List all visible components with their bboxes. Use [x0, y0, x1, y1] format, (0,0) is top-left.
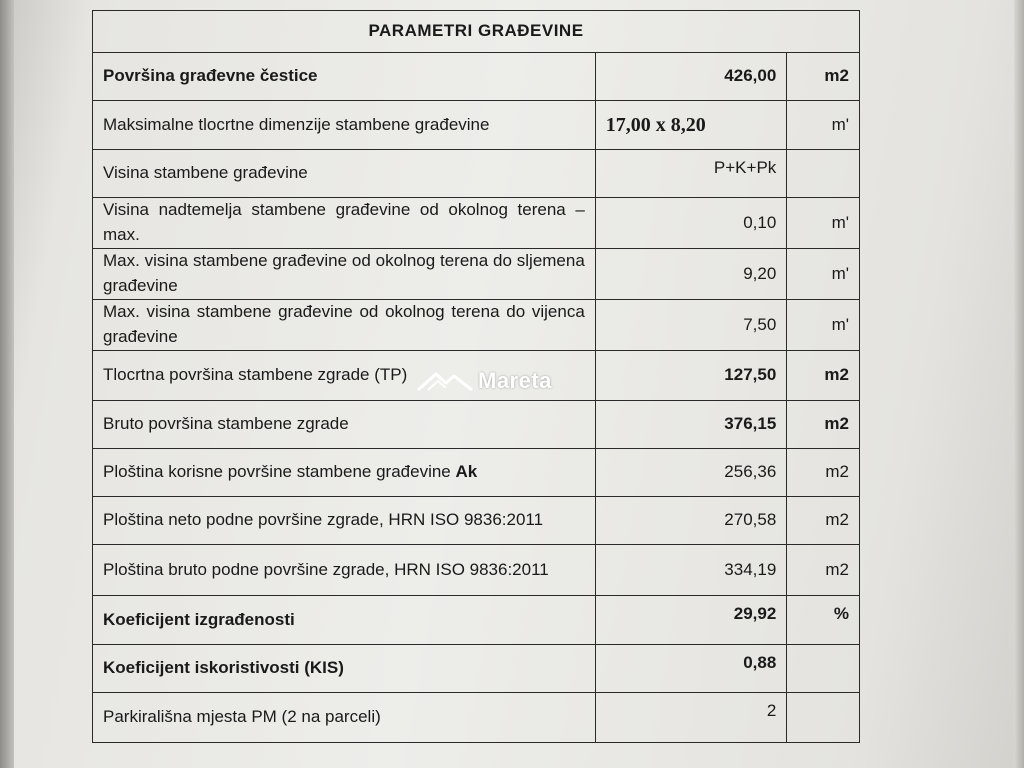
- row-unit: m2: [787, 449, 860, 497]
- table-row: [93, 249, 860, 300]
- row-unit: m': [787, 198, 860, 249]
- row-unit: m2: [787, 497, 860, 545]
- table-row: [93, 596, 860, 645]
- table-row: [93, 150, 860, 198]
- row-value: 9,20: [595, 249, 786, 300]
- row-label: Parkirališna mjesta PM (2 na parceli): [93, 693, 596, 743]
- row-value: 29,92: [595, 596, 786, 645]
- row-label: Koeficijent iskoristivosti (KIS): [93, 645, 596, 693]
- row-unit: %: [787, 596, 860, 645]
- row-unit: m': [787, 249, 860, 300]
- table-row: [93, 645, 860, 693]
- row-label: Ploština neto podne površine zgrade, HRN ISO 9836:2011: [93, 497, 596, 545]
- row-value: 0,88: [595, 645, 786, 693]
- table-header-row: [93, 11, 860, 53]
- row-unit: m': [787, 101, 860, 150]
- row-label: Ploština bruto podne površine zgrade, HRN ISO 9836:2011: [93, 545, 596, 596]
- row-value: 270,58: [595, 497, 786, 545]
- row-label-text: Ploština korisne površine stambene građevine: [103, 462, 451, 482]
- table-row: [93, 101, 860, 150]
- row-unit: m2: [787, 53, 860, 101]
- row-unit: m2: [787, 401, 860, 449]
- row-label: Visina stambene građevine: [93, 150, 596, 198]
- row-unit: [787, 645, 860, 693]
- row-label: Max. visina stambene građevine od okolnog terena do vijenca građevine: [93, 300, 596, 351]
- row-label: Tlocrtna površina stambene zgrade (TP): [93, 351, 596, 401]
- row-unit: m2: [787, 545, 860, 596]
- row-unit: m': [787, 300, 860, 351]
- row-unit: [787, 693, 860, 743]
- table-row: [93, 497, 860, 545]
- watermark-text: Mareta: [478, 368, 552, 393]
- row-label: Maksimalne tlocrtne dimenzije stambene građevine: [93, 101, 596, 150]
- table-row: [93, 449, 860, 497]
- row-value: 256,36: [595, 449, 786, 497]
- row-label: Max. visina stambene građevine od okolnog terena do sljemena građevine: [93, 249, 596, 300]
- row-value: 426,00: [595, 53, 786, 101]
- table-row: [93, 545, 860, 596]
- table-row: [93, 53, 860, 101]
- page-edge-left: [0, 0, 14, 768]
- row-label: Koeficijent izgrađenosti: [93, 596, 596, 645]
- table-row: [93, 401, 860, 449]
- table-row: [93, 693, 860, 743]
- mountain-logo-icon: [416, 370, 474, 392]
- watermark: [416, 368, 552, 394]
- row-label-suffix: Ak: [455, 462, 478, 482]
- row-value: 7,50: [595, 300, 786, 351]
- row-value: P+K+Pk: [595, 150, 786, 198]
- row-label: Visina nadtemelja stambene građevine od okolnog terena – max.: [93, 198, 596, 249]
- row-value: 334,19: [595, 545, 786, 596]
- table-title: PARAMETRI GRAĐEVINE: [93, 11, 860, 53]
- row-value: 17,00 x 8,20: [595, 101, 786, 150]
- row-unit: [787, 150, 860, 198]
- page-edge-right: [1014, 0, 1024, 768]
- row-value: 376,15: [595, 401, 786, 449]
- row-label: [93, 449, 596, 497]
- row-value: 127,50: [595, 351, 786, 401]
- row-value: 2: [595, 693, 786, 743]
- table-row: [93, 300, 860, 351]
- row-label: Bruto površina stambene zgrade: [93, 401, 596, 449]
- row-value: 0,10: [595, 198, 786, 249]
- row-unit: m2: [787, 351, 860, 401]
- table-row: [93, 198, 860, 249]
- row-label: Površina građevne čestice: [93, 53, 596, 101]
